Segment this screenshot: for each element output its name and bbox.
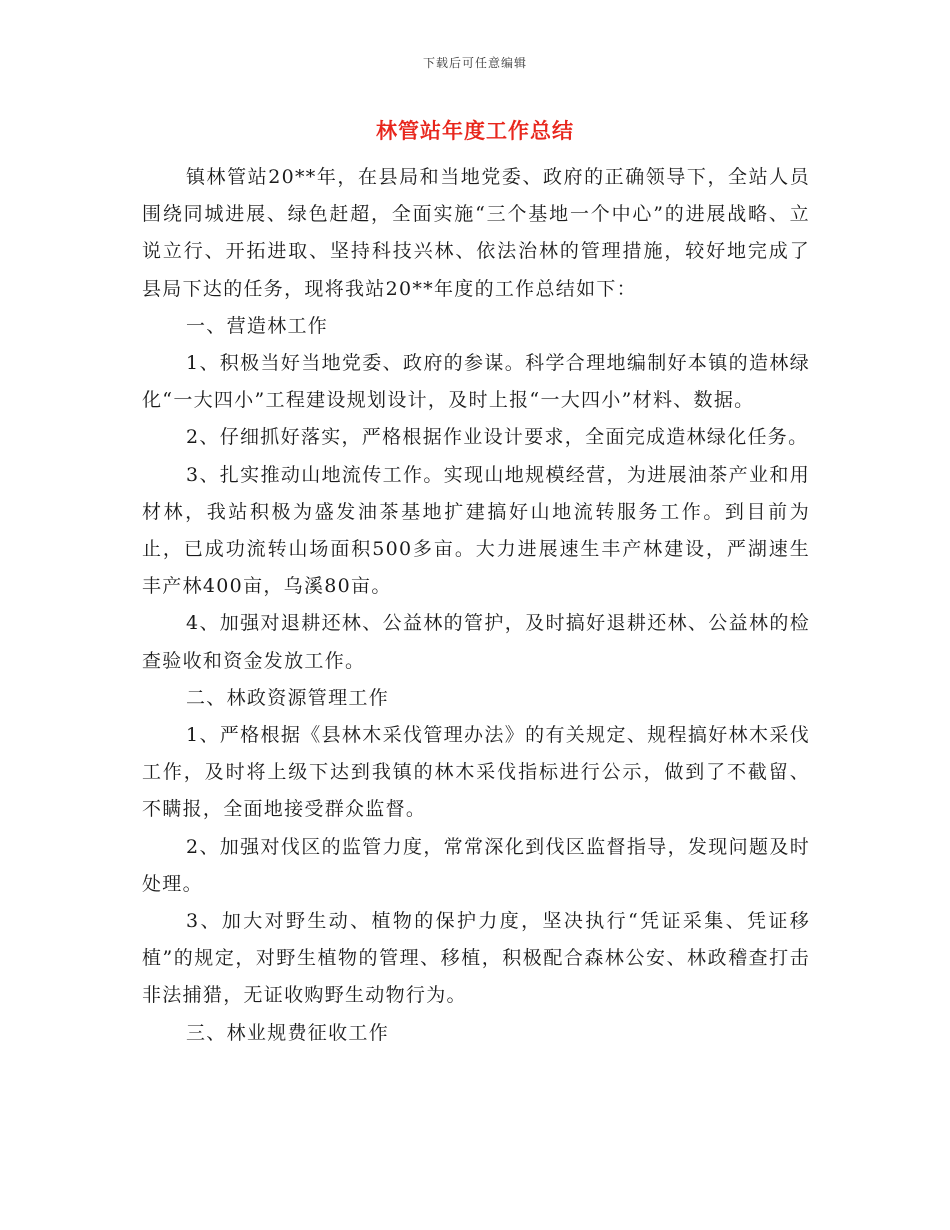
section-heading-fees: 三、林业规费征收工作: [186, 1021, 390, 1044]
section-heading-afforestation: 一、营造林工作: [186, 314, 329, 337]
document-title: 林管站年度工作总结: [376, 118, 574, 143]
paragraph-afforestation-2: 2、仔细抓好落实，严格根据作业设计要求，全面完成造林绿化任务。: [186, 426, 809, 449]
paragraph-intro: 镇林管站20**年，在县局和当地党委、政府的正确领导下，全站人员围绕同城进展、绿色赶超，全面实施“三个基地一个中心”的进展战略、立说立行、开拓进取、坚持科技兴林、依法治林的管理措施，较好地完成了县局下达的任务，现将我站20**年度的工作总结如下：: [142, 166, 810, 300]
document-body: [142, 159, 810, 1052]
paragraph-afforestation-3: 3、扎实推动山地流传工作。实现山地规模经营，为进展油茶产业和用材林，我站积极为盛发油茶基地扩建搞好山地流转服务工作。到目前为止，已成功流转山场面积500多亩。大力进展速生丰产林建设，严湖速生丰产林400亩，乌溪80亩。: [142, 463, 810, 598]
header-note: 下载后可任意编辑: [422, 56, 527, 70]
paragraph-afforestation-4: 4、加强对退耕还林、公益林的管护，及时搞好退耕还林、公益林的检查验收和资金发放工作。: [142, 612, 810, 672]
paragraph-forest-resources-2: 2、加强对伐区的监管力度，常常深化到伐区监督指导，发现问题及时处理。: [142, 835, 810, 895]
section-heading-forest-resources: 二、林政资源管理工作: [186, 686, 390, 709]
paragraph-forest-resources-1: 1、严格根据《县林木采伐管理办法》的有关规定、规程搞好林木采伐工作，及时将上级下达到我镇的林木采伐指标进行公示，做到了不截留、不瞒报，全面地接受群众监督。: [142, 724, 810, 821]
paragraph-afforestation-1: 1、积极当好当地党委、政府的参谋。科学合理地编制好本镇的造林绿化“一大四小”工程建设规划设计，及时上报“一大四小”材料、数据。: [142, 352, 810, 412]
paragraph-forest-resources-3: 3、加大对野生动、植物的保护力度，坚决执行“凭证采集、凭证移植”的规定，对野生植物的管理、移植，积极配合森林公安、林政稽查打击非法捕猎，无证收购野生动物行为。: [142, 910, 810, 1007]
